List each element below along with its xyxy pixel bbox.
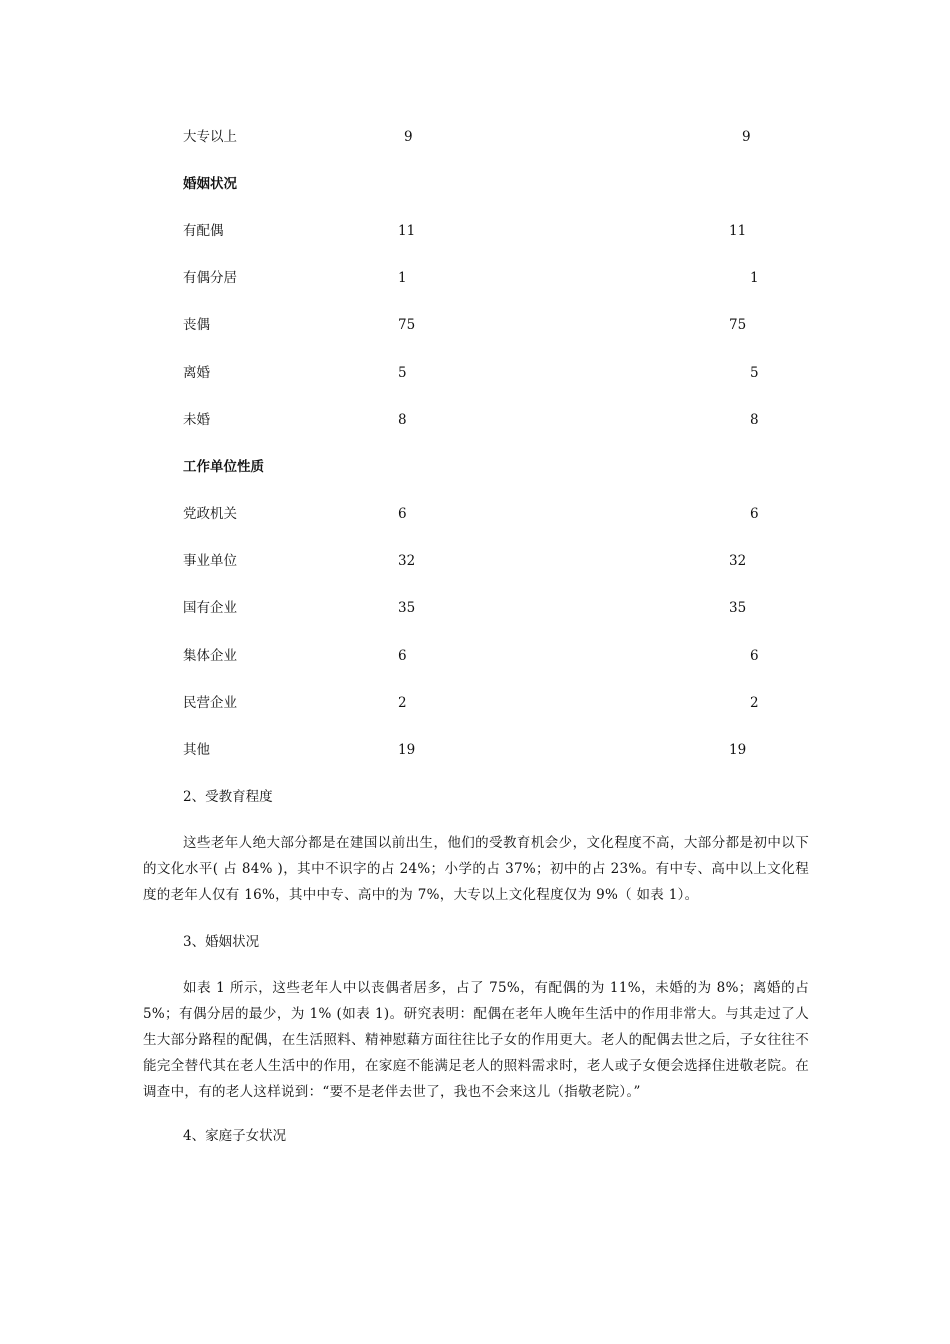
section-heading-children: 4、家庭子女状况 <box>183 1128 287 1144</box>
row-label: 事业单位 <box>183 553 237 569</box>
row-value-1: 19 <box>398 742 416 758</box>
row-value-2: 75 <box>729 317 747 333</box>
row-value-2: 6 <box>750 506 759 522</box>
row-label: 其他 <box>183 742 210 758</box>
section-heading-marriage: 3、婚姻状况 <box>183 934 260 950</box>
table-row <box>0 314 950 336</box>
row-value-1: 8 <box>398 412 407 428</box>
table-row <box>0 409 950 431</box>
table-row <box>0 503 950 525</box>
row-label: 有配偶 <box>183 223 224 239</box>
row-value-1: 5 <box>398 365 407 381</box>
row-value-1: 6 <box>398 648 407 664</box>
table-row <box>0 267 950 289</box>
table-row <box>0 550 950 572</box>
row-label: 民营企业 <box>183 695 237 711</box>
row-value-2: 5 <box>750 365 759 381</box>
row-value-2: 8 <box>750 412 759 428</box>
row-label: 国有企业 <box>183 600 237 616</box>
table-row <box>0 739 950 761</box>
table-row <box>0 220 950 242</box>
paragraph-education: 这些老年人绝大部分都是在建国以前出生，他们的受教育机会少，文化程度不高，大部分都是初中以下的文化水平( 占 84% )，其中不识字的占 24%；小学的占 37%；初中的占 23%。有中专、高中以上文化程度的老年人仅有 16%，其中中专、高中的为 7%，大专以上文化程度仅为 9%（ 如表 1）。 <box>143 835 809 903</box>
table-row <box>0 597 950 619</box>
row-value-1: 75 <box>398 317 416 333</box>
table-row <box>0 126 950 148</box>
row-label: 未婚 <box>183 412 210 428</box>
row-value-2: 9 <box>742 129 751 145</box>
table-section-work-title: 工作单位性质 <box>183 459 264 475</box>
row-label: 离婚 <box>183 365 210 381</box>
row-label: 有偶分居 <box>183 270 237 286</box>
row-value-1: 32 <box>398 553 416 569</box>
row-label: 丧偶 <box>183 317 210 333</box>
row-value-2: 35 <box>729 600 747 616</box>
table-row <box>0 692 950 714</box>
row-value-1: 1 <box>398 270 407 286</box>
row-value-1: 35 <box>398 600 416 616</box>
row-label: 集体企业 <box>183 648 237 664</box>
row-value-2: 1 <box>750 270 759 286</box>
row-value-2: 19 <box>729 742 747 758</box>
row-label: 党政机关 <box>183 506 237 522</box>
row-value-1: 9 <box>404 129 413 145</box>
row-value-2: 6 <box>750 648 759 664</box>
row-value-2: 32 <box>729 553 747 569</box>
table-row <box>0 362 950 384</box>
table-row <box>0 645 950 667</box>
row-label: 大专以上 <box>183 129 237 145</box>
row-value-2: 11 <box>729 223 747 239</box>
row-value-1: 6 <box>398 506 407 522</box>
paragraph-marriage: 如表 1 所示，这些老年人中以丧偶者居多，占了 75%，有配偶的为 11%，未婚的为 8%；离婚的占 5%；有偶分居的最少，为 1% (如表 1)。研究表明：配偶在老年人晚年生活中的作用非常大。与其走过了人生大部分路程的配偶，在生活照料、精神慰藉方面往往比子女的作用更大。老人的配偶去世之后，子女往往不能完全替代其在老人生活中的作用，在家庭不能满足老人的照料需求时，老人或子女便会选择住进敬老院。在调查中，有的老人这样说到：“要不是老伴去世了，我也不会来这儿（指敬老院）。” <box>143 980 809 1100</box>
row-value-2: 2 <box>750 695 759 711</box>
row-value-1: 2 <box>398 695 407 711</box>
section-heading-education: 2、受教育程度 <box>183 789 273 805</box>
row-value-1: 11 <box>398 223 416 239</box>
table-section-marriage-title: 婚姻状况 <box>183 176 237 192</box>
